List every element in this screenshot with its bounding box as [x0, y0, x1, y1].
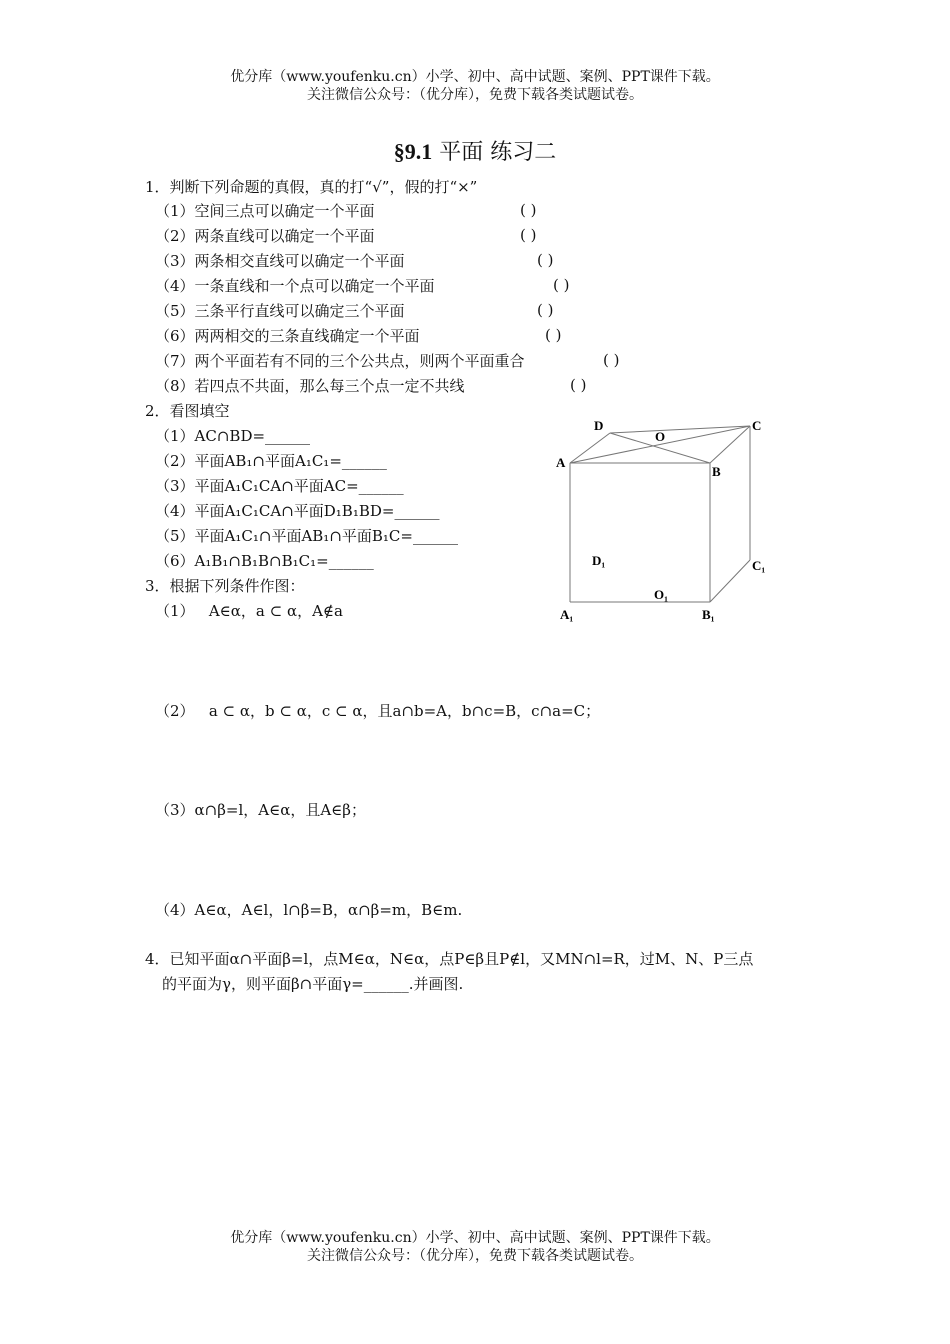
q4-line-2: 的平面为γ，则平面β∩平面γ=______.并画图.	[162, 975, 464, 993]
q3-item-4: （4）A∈α，A∈l，l∩β=B，α∩β=m，B∈m.	[155, 901, 463, 919]
q1-item-4: （4）一条直线和一个点可以确定一个平面	[155, 277, 435, 295]
edge-DC	[610, 426, 750, 433]
q2-item-4: （4）平面A₁C₁CA∩平面D₁B₁BD=______	[155, 502, 440, 520]
q1-item-3-paren: ( )	[537, 251, 554, 269]
q1-item-6: （6）两两相交的三条直线确定一个平面	[155, 327, 420, 345]
q1-item-5-paren: ( )	[537, 301, 554, 319]
edge-B1C1	[710, 560, 750, 602]
q1-item-3: （3）两条相交直线可以确定一个平面	[155, 252, 405, 270]
q3-item-2: （2） a ⊂ α，b ⊂ α，c ⊂ α，且a∩b=A，b∩c=B，c∩a=C；	[155, 702, 601, 720]
label-C1: C₁	[752, 558, 766, 573]
label-D: D	[594, 418, 604, 433]
q2-stem: 2．看图填空	[145, 402, 230, 420]
q1-item-8-paren: ( )	[570, 376, 587, 394]
header-line-1: 优分库（www.youfenku.cn）小学、初中、高中试题、案例、PPT课件下载。	[230, 69, 720, 85]
q1-item-7: （7）两个平面若有不同的三个公共点，则两个平面重合	[155, 352, 525, 370]
label-C: C	[752, 418, 762, 433]
label-B1: B₁	[702, 607, 715, 622]
footer-line-1: 优分库（www.youfenku.cn）小学、初中、高中试题、案例、PPT课件下载。	[230, 1230, 720, 1246]
q1-item-7-paren: ( )	[603, 351, 620, 369]
title-text: 平面 练习二	[439, 140, 557, 165]
q2-item-1: （1）AC∩BD=______	[155, 427, 311, 445]
q3-item-3: （3）α∩β=l，A∈α，且A∈β；	[155, 801, 366, 819]
q2-item-5: （5）平面A₁C₁∩平面AB₁∩平面B₁C=______	[155, 527, 458, 545]
label-O1: O₁	[654, 587, 669, 602]
header-line-2: 关注微信公众号：（优分库），免费下载各类试题试卷。	[307, 87, 643, 103]
q1-item-1: （1）空间三点可以确定一个平面	[155, 202, 375, 220]
label-O: O	[655, 429, 666, 444]
label-A1: A₁	[560, 607, 574, 622]
label-B: B	[712, 464, 721, 479]
footer-line-2: 关注微信公众号：（优分库），免费下载各类试题试卷。	[307, 1248, 643, 1264]
q1-item-2: （2）两条直线可以确定一个平面	[155, 227, 375, 245]
q1-item-1-paren: ( )	[520, 201, 537, 219]
label-A: A	[556, 455, 566, 470]
q2-item-2: （2）平面AB₁∩平面A₁C₁=______	[155, 452, 387, 470]
label-D1: D₁	[592, 553, 606, 568]
q1-item-5: （5）三条平行直线可以确定三个平面	[155, 302, 405, 320]
q1-item-4-paren: ( )	[553, 276, 570, 294]
q2-item-6: （6）A₁B₁∩B₁B∩B₁C₁=______	[155, 552, 374, 570]
q3-stem: 3．根据下列条件作图：	[145, 577, 305, 595]
page-title	[0, 135, 950, 166]
cube-figure	[540, 410, 780, 630]
q4-line-1: 4．已知平面α∩平面β=l，点M∈α，N∈α，点P∈β且P∉l，又MN∩l=R，过M、N、P三点	[145, 950, 754, 968]
q1-item-2-paren: ( )	[520, 226, 537, 244]
q3-item-1: （1） A∈α，a ⊂ α，A∉a	[155, 602, 343, 620]
title-section: §9.1	[393, 139, 433, 164]
q1-item-8: （8）若四点不共面，那么每三个点一定不共线	[155, 377, 465, 395]
edge-CB	[710, 426, 750, 463]
q1-item-6-paren: ( )	[545, 326, 562, 344]
q2-item-3: （3）平面A₁C₁CA∩平面AC=______	[155, 477, 404, 495]
q1-stem: 1．判断下列命题的真假，真的打“√”，假的打“×”	[145, 178, 478, 196]
